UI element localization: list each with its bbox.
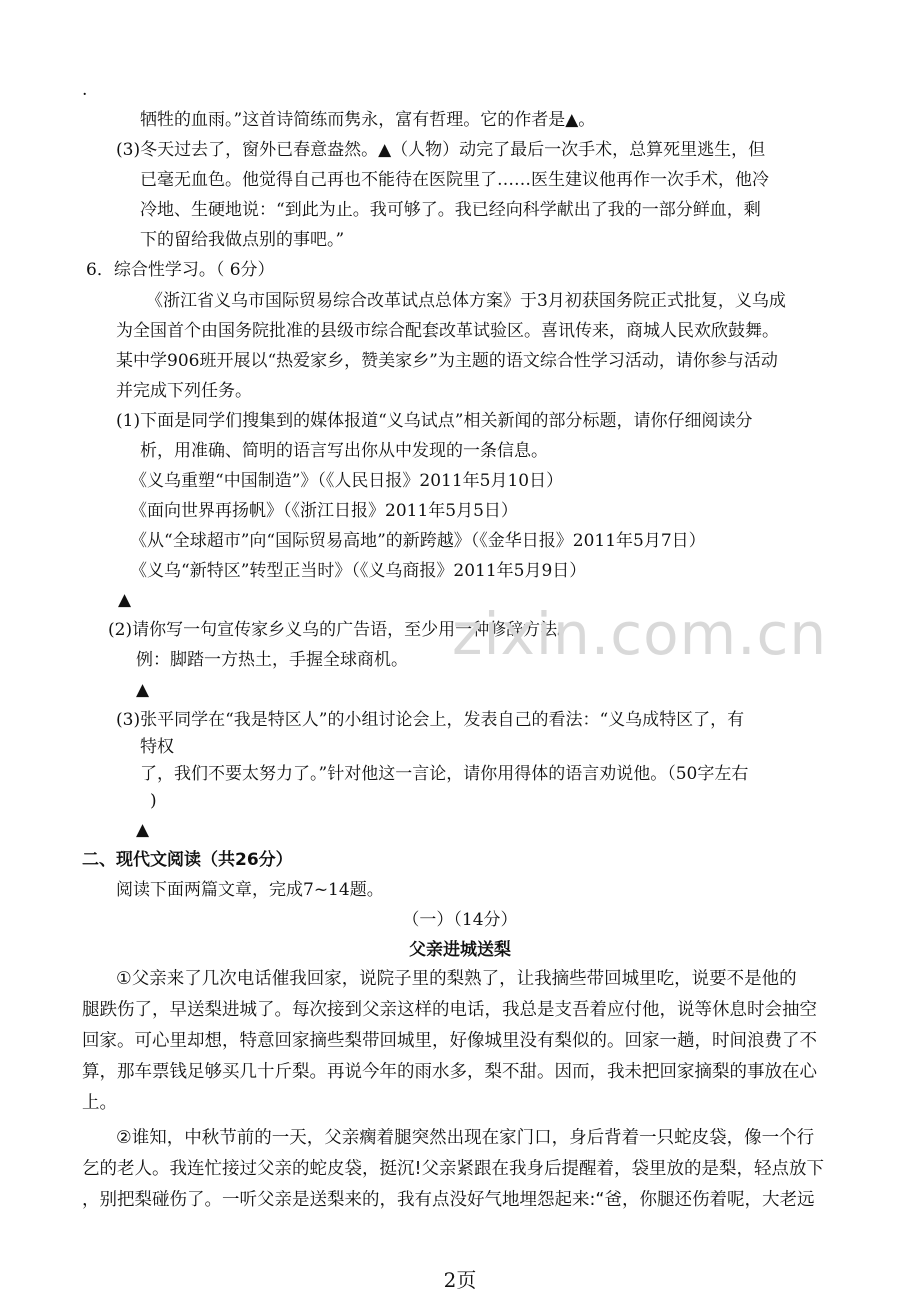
intro-paragraph-line-2: 为全国首个由国务院批准的县级市综合配套改革试验区。喜讯传来，商城人民欢欣鼓舞。 <box>116 321 779 341</box>
headline-2: 《面向世界再扬帆》（《浙江日报》2011年5月5日） <box>130 501 518 521</box>
question-3-line-3: 冷地、生硬地说：“到此为止。我可够了。我已经向科学献出了我的一部分鲜血，剩 <box>140 200 761 220</box>
article-p1-line-4: 算，那车票钱足够买几十斤梨。再说今年的雨水多，梨不甜。因而，我未把回家摘梨的事放在心 <box>82 1062 817 1082</box>
question-6-heading: 6．综合性学习。（ 6分） <box>86 260 275 280</box>
article-p1-line-5: 上。 <box>82 1093 117 1113</box>
headline-4: 《义乌“新特区”转型正当时》（《义乌商报》2011年5月9日） <box>130 561 587 581</box>
stray-dot: . <box>82 80 88 100</box>
subquestion-3-line-1: (3)张平同学在“我是特区人”的小组讨论会上，发表自己的看法：“义乌成特区了，有 <box>116 710 745 730</box>
subquestion-3-line-3: 了，我们不要太努力了。”针对他这一言论，请你用得体的语言劝说他。（50字左右 <box>140 764 749 784</box>
headline-3: 《从“全球超市”向“国际贸易高地”的新跨越》（《金华日报》2011年5月7日） <box>130 531 706 551</box>
question-3-line-1: (3)冬天过去了，窗外已春意盎然。▲（人物）动完了最后一次手术，总算死里逃生，但 <box>116 140 766 160</box>
subquestion-2: (2)请你写一句宣传家乡义乌的广告语，至少用一种修辞方法。 <box>108 620 575 640</box>
section-2-instruction: 阅读下面两篇文章，完成7~14题。 <box>116 880 384 900</box>
article-p1-line-1: ①父亲来了几次电话催我回家，说院子里的梨熟了，让我摘些带回城里吃，说要不是他的 <box>116 969 797 989</box>
question-3-line-4: 下的留给我做点别的事吧。” <box>140 230 345 250</box>
article-p2-line-3: ，别把梨碰伤了。一听父亲是送梨来的，我有点没好气地埋怨起来:“爸，你腿还伤着呢，大老远 <box>82 1190 815 1210</box>
answer-triangle-3: ▲ <box>136 820 150 840</box>
article-p1-line-2: 腿跌伤了，早送梨进城了。每次接到父亲这样的电话，我总是支吾着应付他，说等休息时会抽空 <box>82 1000 817 1020</box>
subquestion-1-line-2: 析，用准确、简明的语言写出你从中发现的一条信息。 <box>140 441 548 461</box>
answer-triangle-2: ▲ <box>136 680 150 700</box>
poem-author-line: 牺牲的血雨。”这首诗简练而隽永，富有哲理。它的作者是▲。 <box>140 110 596 130</box>
article-p2-line-1: ②谁知，中秋节前的一天，父亲瘸着腿突然出现在家门口，身后背着一只蛇皮袋，像一个行 <box>116 1128 815 1148</box>
article-title: 父亲进城送梨 <box>409 940 511 960</box>
subquestion-1-line-1: (1)下面是同学们搜集到的媒体报道“义乌试点”相关新闻的部分标题，请你仔细阅读分 <box>116 411 753 431</box>
subquestion-2-example: 例：脚踏一方热土，手握全球商机。 <box>136 650 408 670</box>
question-3-line-2: 已毫无血色。他觉得自己再也不能待在医院里了……医生建议他再作一次手术，他冷 <box>140 170 769 190</box>
answer-triangle-1: ▲ <box>118 590 132 610</box>
intro-paragraph-line-4: 并完成下列任务。 <box>116 381 252 401</box>
subquestion-3-line-4: ) <box>150 791 157 811</box>
article-p1-line-3: 回家。可心里却想，特意回家摘些梨带回城里，好像城里没有梨似的。回家一趟，时间浪费了不 <box>82 1031 817 1051</box>
subquestion-3-line-2: 特权 <box>140 737 174 757</box>
page-number: 2页 <box>443 1268 477 1292</box>
headline-1: 《义乌重塑“中国制造”》（《人民日报》2011年5月10日） <box>130 471 564 491</box>
part-1-label: （一）（14分） <box>402 910 518 930</box>
watermark: zixin.com.cn <box>452 600 828 668</box>
intro-paragraph-line-3: 某中学906班开展以“热爱家乡，赞美家乡”为主题的语文综合性学习活动，请你参与活动 <box>116 351 778 371</box>
article-p2-line-2: 乞的老人。我连忙接过父亲的蛇皮袋，挺沉!父亲紧跟在我身后提醒着，袋里放的是梨，轻点放下 <box>82 1159 825 1179</box>
intro-paragraph-line-1: 《浙江省义乌市国际贸易综合改革试点总体方案》于3月初获国务院正式批复，义乌成 <box>146 291 786 311</box>
section-2-heading: 二、现代文阅读（共26分） <box>82 850 293 870</box>
